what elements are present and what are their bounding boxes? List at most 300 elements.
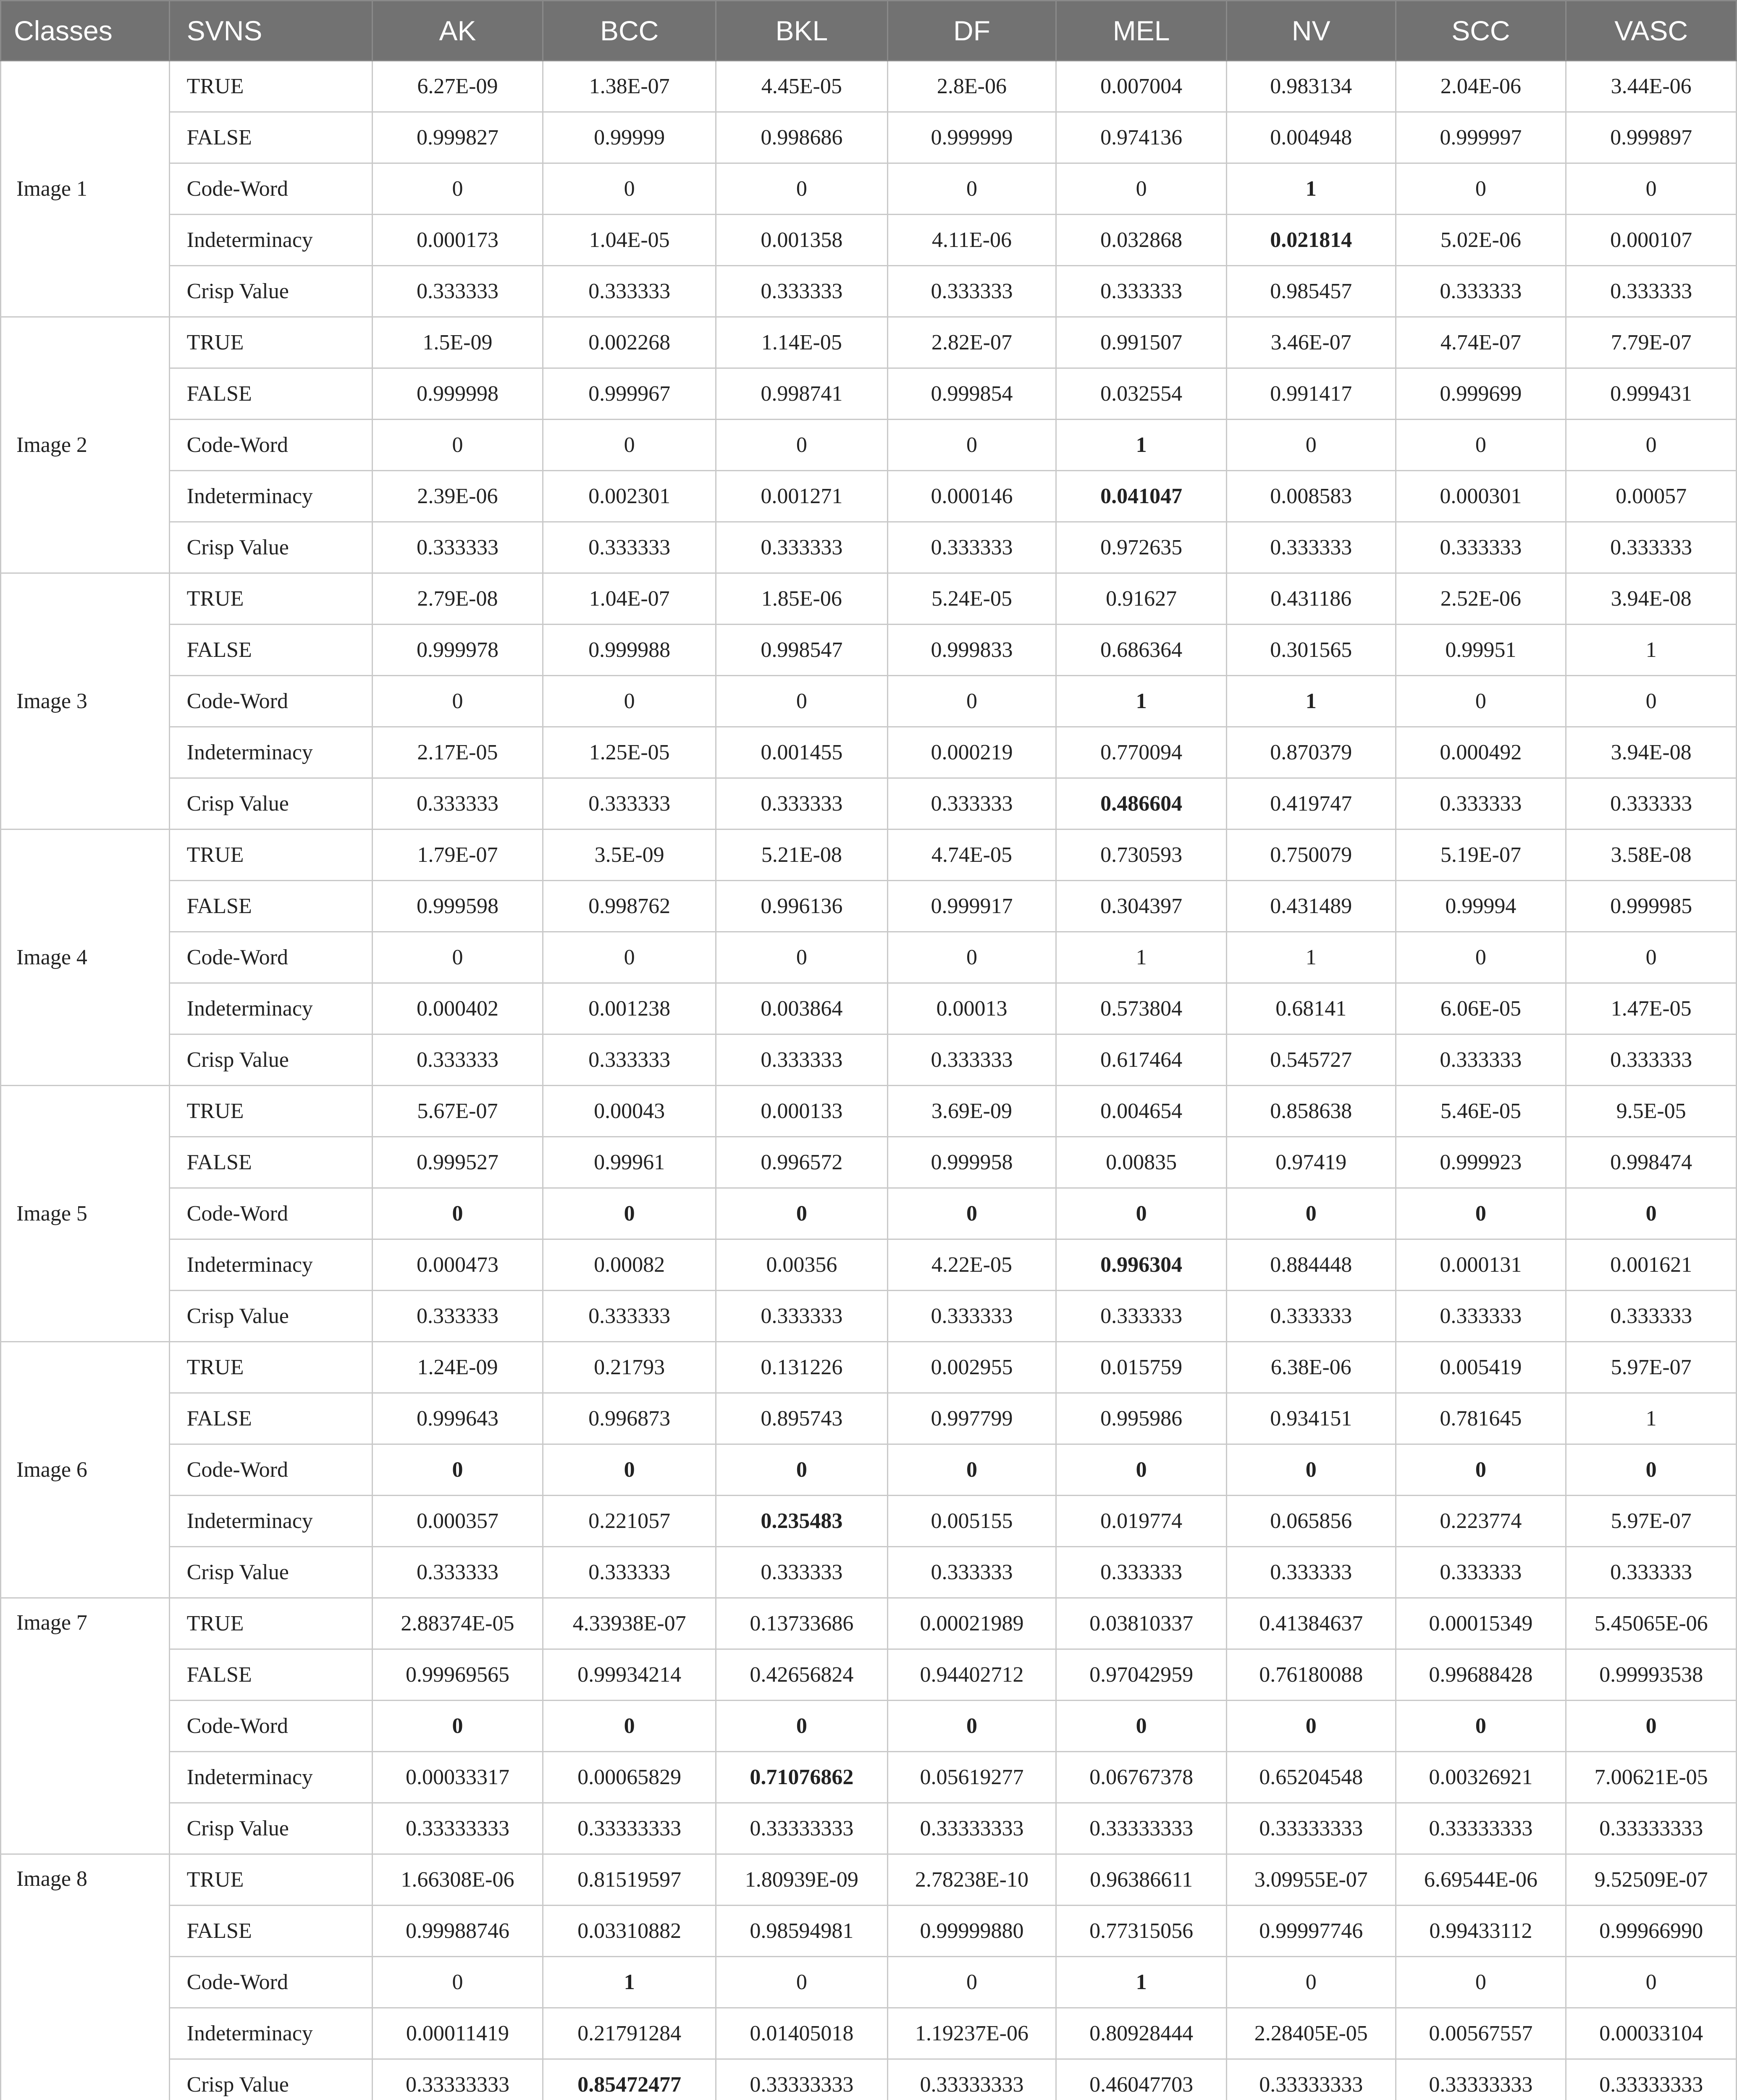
value-cell: 0.999833 xyxy=(887,625,1056,676)
image-group-label: Image 8 xyxy=(1,1854,170,2100)
value-cell: 0.00011419 xyxy=(372,2008,543,2059)
value-cell: 0.05619277 xyxy=(887,1752,1056,1803)
value-cell: 0.13733686 xyxy=(716,1598,887,1649)
image-group-label: Image 7 xyxy=(1,1598,170,1854)
svns-label: FALSE xyxy=(169,1393,372,1444)
value-cell: 0 xyxy=(1566,1957,1737,2008)
value-cell: 3.44E-06 xyxy=(1566,61,1737,112)
value-cell: 0.333333 xyxy=(543,1547,716,1598)
value-cell: 4.74E-05 xyxy=(887,830,1056,881)
value-cell: 0.000173 xyxy=(372,215,543,266)
value-cell: 1 xyxy=(1226,163,1396,215)
value-cell: 0 xyxy=(543,1701,716,1752)
value-cell: 0 xyxy=(1056,1701,1227,1752)
value-cell: 0 xyxy=(1056,1188,1227,1239)
value-cell: 0.333333 xyxy=(372,1034,543,1086)
value-cell: 0.999897 xyxy=(1566,112,1737,163)
value-cell: 0 xyxy=(716,420,887,471)
value-cell: 1 xyxy=(1056,420,1227,471)
value-cell: 0.333333 xyxy=(1056,266,1227,317)
value-cell: 0.333333 xyxy=(1566,1291,1737,1342)
header-mel: MEL xyxy=(1056,1,1227,61)
table-row xyxy=(1,368,1737,420)
value-cell: 0.131226 xyxy=(716,1342,887,1393)
value-cell: 0.99997746 xyxy=(1226,1906,1396,1957)
table-row xyxy=(1,1393,1737,1444)
table-row xyxy=(1,881,1737,932)
value-cell: 0.333333 xyxy=(1396,1547,1566,1598)
value-cell: 0.99966990 xyxy=(1566,1906,1737,1957)
svns-label: Crisp Value xyxy=(169,1547,372,1598)
value-cell: 0 xyxy=(887,163,1056,215)
value-cell: 0.999997 xyxy=(1396,112,1566,163)
value-cell: 2.39E-06 xyxy=(372,471,543,522)
value-cell: 0.81519597 xyxy=(543,1854,716,1906)
value-cell: 0.999999 xyxy=(887,112,1056,163)
value-cell: 0 xyxy=(1396,163,1566,215)
value-cell: 1 xyxy=(1566,1393,1737,1444)
value-cell: 0.99969565 xyxy=(372,1649,543,1701)
value-cell: 0.019774 xyxy=(1056,1496,1227,1547)
value-cell: 0.032554 xyxy=(1056,368,1227,420)
svns-label: Code-Word xyxy=(169,1444,372,1496)
value-cell: 1.5E-09 xyxy=(372,317,543,368)
value-cell: 2.78238E-10 xyxy=(887,1854,1056,1906)
value-cell: 0.333333 xyxy=(543,266,716,317)
value-cell: 5.45065E-06 xyxy=(1566,1598,1737,1649)
value-cell: 0.97042959 xyxy=(1056,1649,1227,1701)
header-ak: AK xyxy=(372,1,543,61)
value-cell: 0.99993538 xyxy=(1566,1649,1737,1701)
value-cell: 1.79E-07 xyxy=(372,830,543,881)
value-cell: 0.03810337 xyxy=(1056,1598,1227,1649)
value-cell: 0.333333 xyxy=(887,1547,1056,1598)
value-cell: 0.76180088 xyxy=(1226,1649,1396,1701)
value-cell: 0.895743 xyxy=(716,1393,887,1444)
value-cell: 0.333333 xyxy=(887,778,1056,830)
value-cell: 1.47E-05 xyxy=(1566,983,1737,1034)
value-cell: 0.333333 xyxy=(1226,1547,1396,1598)
value-cell: 0.000219 xyxy=(887,727,1056,778)
value-cell: 9.52509E-07 xyxy=(1566,1854,1737,1906)
value-cell: 0.97419 xyxy=(1226,1137,1396,1188)
value-cell: 1.25E-05 xyxy=(543,727,716,778)
value-cell: 2.04E-06 xyxy=(1396,61,1566,112)
value-cell: 0.999643 xyxy=(372,1393,543,1444)
value-cell: 0.301565 xyxy=(1226,625,1396,676)
value-cell: 0 xyxy=(1056,1444,1227,1496)
value-cell: 0.999967 xyxy=(543,368,716,420)
value-cell: 0 xyxy=(887,1444,1056,1496)
table-row xyxy=(1,1444,1737,1496)
value-cell: 0 xyxy=(1566,163,1737,215)
value-cell: 3.5E-09 xyxy=(543,830,716,881)
value-cell: 0.223774 xyxy=(1396,1496,1566,1547)
value-cell: 0.000357 xyxy=(372,1496,543,1547)
value-cell: 0.333333 xyxy=(372,778,543,830)
value-cell: 0.996136 xyxy=(716,881,887,932)
svns-label: TRUE xyxy=(169,1598,372,1649)
value-cell: 0.000301 xyxy=(1396,471,1566,522)
value-cell: 1.38E-07 xyxy=(543,61,716,112)
value-cell: 0 xyxy=(1566,420,1737,471)
value-cell: 0.333333 xyxy=(716,1034,887,1086)
value-cell: 0.545727 xyxy=(1226,1034,1396,1086)
image-group-label: Image 2 xyxy=(1,317,170,573)
value-cell: 0.065856 xyxy=(1226,1496,1396,1547)
value-cell: 0.999431 xyxy=(1566,368,1737,420)
value-cell: 5.02E-06 xyxy=(1396,215,1566,266)
value-cell: 2.82E-07 xyxy=(887,317,1056,368)
svns-label: Crisp Value xyxy=(169,778,372,830)
value-cell: 0.333333 xyxy=(1396,266,1566,317)
header-scc: SCC xyxy=(1396,1,1566,61)
value-cell: 0.99988746 xyxy=(372,1906,543,1957)
value-cell: 0.91627 xyxy=(1056,573,1227,625)
value-cell: 0.33333333 xyxy=(887,2059,1056,2100)
value-cell: 0.333333 xyxy=(543,1291,716,1342)
table-row xyxy=(1,1188,1737,1239)
svns-label: Code-Word xyxy=(169,420,372,471)
value-cell: 3.46E-07 xyxy=(1226,317,1396,368)
header-nv: NV xyxy=(1226,1,1396,61)
svns-label: Crisp Value xyxy=(169,522,372,573)
value-cell: 0.999998 xyxy=(372,368,543,420)
value-cell: 0.998762 xyxy=(543,881,716,932)
value-cell: 2.28405E-05 xyxy=(1226,2008,1396,2059)
value-cell: 0.333333 xyxy=(543,1034,716,1086)
value-cell: 2.79E-08 xyxy=(372,573,543,625)
value-cell: 0.333333 xyxy=(372,1291,543,1342)
value-cell: 6.69544E-06 xyxy=(1396,1854,1566,1906)
value-cell: 0.333333 xyxy=(1226,1291,1396,1342)
value-cell: 0.333333 xyxy=(1566,266,1737,317)
value-cell: 0 xyxy=(372,1957,543,2008)
svns-label: TRUE xyxy=(169,317,372,368)
value-cell: 9.5E-05 xyxy=(1566,1086,1737,1137)
value-cell: 0 xyxy=(716,1188,887,1239)
value-cell: 1 xyxy=(543,1957,716,2008)
value-cell: 0 xyxy=(1056,163,1227,215)
table-row xyxy=(1,163,1737,215)
value-cell: 0.33333333 xyxy=(372,1803,543,1854)
value-cell: 0 xyxy=(1226,420,1396,471)
table-row xyxy=(1,983,1737,1034)
value-cell: 0.00356 xyxy=(716,1239,887,1291)
value-cell: 0.33333333 xyxy=(716,1803,887,1854)
table-row xyxy=(1,420,1737,471)
value-cell: 0.333333 xyxy=(1056,1547,1227,1598)
value-cell: 0.96386611 xyxy=(1056,1854,1227,1906)
value-cell: 0.934151 xyxy=(1226,1393,1396,1444)
value-cell: 0.333333 xyxy=(887,522,1056,573)
value-cell: 0.770094 xyxy=(1056,727,1227,778)
value-cell: 1.19237E-06 xyxy=(887,2008,1056,2059)
value-cell: 0.974136 xyxy=(1056,112,1227,163)
value-cell: 0 xyxy=(543,932,716,983)
svns-label: Indeterminacy xyxy=(169,1239,372,1291)
value-cell: 0.00082 xyxy=(543,1239,716,1291)
svns-label: Crisp Value xyxy=(169,1291,372,1342)
value-cell: 0.46047703 xyxy=(1056,2059,1227,2100)
value-cell: 0.998741 xyxy=(716,368,887,420)
svns-label: Indeterminacy xyxy=(169,1752,372,1803)
image-group-label: Image 4 xyxy=(1,830,170,1086)
value-cell: 0 xyxy=(716,676,887,727)
value-cell: 0 xyxy=(1396,1188,1566,1239)
value-cell: 0 xyxy=(887,676,1056,727)
value-cell: 0.21791284 xyxy=(543,2008,716,2059)
value-cell: 0.65204548 xyxy=(1226,1752,1396,1803)
value-cell: 3.94E-08 xyxy=(1566,573,1737,625)
value-cell: 1 xyxy=(1226,932,1396,983)
value-cell: 0.870379 xyxy=(1226,727,1396,778)
value-cell: 0.333333 xyxy=(887,1034,1056,1086)
value-cell: 0.42656824 xyxy=(716,1649,887,1701)
value-cell: 4.74E-07 xyxy=(1396,317,1566,368)
table-row xyxy=(1,112,1737,163)
value-cell: 5.19E-07 xyxy=(1396,830,1566,881)
value-cell: 0 xyxy=(372,1701,543,1752)
value-cell: 0 xyxy=(1566,676,1737,727)
value-cell: 0.99951 xyxy=(1396,625,1566,676)
value-cell: 0.002301 xyxy=(543,471,716,522)
value-cell: 0.00326921 xyxy=(1396,1752,1566,1803)
value-cell: 0.77315056 xyxy=(1056,1906,1227,1957)
value-cell: 0.972635 xyxy=(1056,522,1227,573)
table-row xyxy=(1,1342,1737,1393)
value-cell: 1.14E-05 xyxy=(716,317,887,368)
value-cell: 0.99999880 xyxy=(887,1906,1056,1957)
value-cell: 0.03310882 xyxy=(543,1906,716,1957)
value-cell: 0.000473 xyxy=(372,1239,543,1291)
value-cell: 0.00033104 xyxy=(1566,2008,1737,2059)
svns-label: Code-Word xyxy=(169,163,372,215)
value-cell: 0.00835 xyxy=(1056,1137,1227,1188)
value-cell: 0.99999 xyxy=(543,112,716,163)
table-row xyxy=(1,1547,1737,1598)
value-cell: 7.79E-07 xyxy=(1566,317,1737,368)
value-cell: 0.00043 xyxy=(543,1086,716,1137)
table-row xyxy=(1,1239,1737,1291)
value-cell: 0.33333333 xyxy=(716,2059,887,2100)
table-row xyxy=(1,830,1737,881)
svns-label: Code-Word xyxy=(169,932,372,983)
value-cell: 0 xyxy=(372,676,543,727)
value-cell: 0.999527 xyxy=(372,1137,543,1188)
table-row xyxy=(1,1034,1737,1086)
value-cell: 7.00621E-05 xyxy=(1566,1752,1737,1803)
value-cell: 0.996304 xyxy=(1056,1239,1227,1291)
value-cell: 0.004654 xyxy=(1056,1086,1227,1137)
value-cell: 2.88374E-05 xyxy=(372,1598,543,1649)
table-row xyxy=(1,1701,1737,1752)
value-cell: 0 xyxy=(716,163,887,215)
value-cell: 0.996873 xyxy=(543,1393,716,1444)
table-row xyxy=(1,1803,1737,1854)
svns-label: TRUE xyxy=(169,1342,372,1393)
value-cell: 1.24E-09 xyxy=(372,1342,543,1393)
table-row xyxy=(1,471,1737,522)
value-cell: 0 xyxy=(1396,676,1566,727)
svns-label: FALSE xyxy=(169,1137,372,1188)
table-row xyxy=(1,932,1737,983)
value-cell: 0.999854 xyxy=(887,368,1056,420)
value-cell: 0.333333 xyxy=(716,266,887,317)
table-row xyxy=(1,625,1737,676)
table-body xyxy=(1,61,1737,2100)
table-row xyxy=(1,522,1737,573)
value-cell: 0.041047 xyxy=(1056,471,1227,522)
value-cell: 0.005155 xyxy=(887,1496,1056,1547)
image-group-label: Image 6 xyxy=(1,1342,170,1598)
value-cell: 1.04E-05 xyxy=(543,215,716,266)
value-cell: 0.686364 xyxy=(1056,625,1227,676)
value-cell: 0.333333 xyxy=(372,266,543,317)
value-cell: 0.80928444 xyxy=(1056,2008,1227,2059)
value-cell: 0.235483 xyxy=(716,1496,887,1547)
value-cell: 5.97E-07 xyxy=(1566,1496,1737,1547)
value-cell: 0 xyxy=(1396,932,1566,983)
value-cell: 0.999958 xyxy=(887,1137,1056,1188)
value-cell: 0 xyxy=(1226,1188,1396,1239)
value-cell: 0.333333 xyxy=(1056,1291,1227,1342)
value-cell: 0.33333333 xyxy=(1566,1803,1737,1854)
value-cell: 0.004948 xyxy=(1226,112,1396,163)
value-cell: 0.99688428 xyxy=(1396,1649,1566,1701)
value-cell: 0.00065829 xyxy=(543,1752,716,1803)
value-cell: 0 xyxy=(1226,1957,1396,2008)
value-cell: 0 xyxy=(1396,1957,1566,2008)
value-cell: 1 xyxy=(1056,1957,1227,2008)
table-row xyxy=(1,1291,1737,1342)
header-row xyxy=(1,1,1737,61)
value-cell: 0.304397 xyxy=(1056,881,1227,932)
value-cell: 0.33333333 xyxy=(887,1803,1056,1854)
svns-label: FALSE xyxy=(169,881,372,932)
value-cell: 0 xyxy=(1566,1444,1737,1496)
svns-label: Indeterminacy xyxy=(169,2008,372,2059)
value-cell: 0.001455 xyxy=(716,727,887,778)
value-cell: 0.001621 xyxy=(1566,1239,1737,1291)
value-cell: 0.33333333 xyxy=(1396,2059,1566,2100)
value-cell: 0.333333 xyxy=(1566,778,1737,830)
value-cell: 0.002955 xyxy=(887,1342,1056,1393)
value-cell: 0 xyxy=(372,932,543,983)
value-cell: 0.85472477 xyxy=(543,2059,716,2100)
value-cell: 0 xyxy=(887,1188,1056,1239)
value-cell: 6.06E-05 xyxy=(1396,983,1566,1034)
value-cell: 0.333333 xyxy=(887,1291,1056,1342)
value-cell: 0.00057 xyxy=(1566,471,1737,522)
value-cell: 0.333333 xyxy=(543,522,716,573)
value-cell: 0.999827 xyxy=(372,112,543,163)
image-group-label: Image 5 xyxy=(1,1086,170,1342)
value-cell: 0.333333 xyxy=(716,522,887,573)
value-cell: 0.71076862 xyxy=(716,1752,887,1803)
value-cell: 0 xyxy=(1396,1444,1566,1496)
svns-label: TRUE xyxy=(169,61,372,112)
value-cell: 0 xyxy=(1226,1701,1396,1752)
value-cell: 0 xyxy=(543,163,716,215)
value-cell: 0.333333 xyxy=(1226,522,1396,573)
value-cell: 0.781645 xyxy=(1396,1393,1566,1444)
value-cell: 0.00021989 xyxy=(887,1598,1056,1649)
value-cell: 0.997799 xyxy=(887,1393,1056,1444)
table-row xyxy=(1,573,1737,625)
value-cell: 0 xyxy=(372,163,543,215)
svns-label: Code-Word xyxy=(169,1957,372,2008)
svns-label: Code-Word xyxy=(169,676,372,727)
value-cell: 0.999988 xyxy=(543,625,716,676)
svns-label: Crisp Value xyxy=(169,1803,372,1854)
table-row xyxy=(1,215,1737,266)
value-cell: 0.999923 xyxy=(1396,1137,1566,1188)
value-cell: 0.21793 xyxy=(543,1342,716,1393)
value-cell: 0.41384637 xyxy=(1226,1598,1396,1649)
value-cell: 0 xyxy=(716,932,887,983)
value-cell: 0.998686 xyxy=(716,112,887,163)
svns-label: Crisp Value xyxy=(169,266,372,317)
table-row xyxy=(1,1496,1737,1547)
value-cell: 0.98594981 xyxy=(716,1906,887,1957)
value-cell: 0 xyxy=(716,1957,887,2008)
value-cell: 0.68141 xyxy=(1226,983,1396,1034)
svns-label: Indeterminacy xyxy=(169,1496,372,1547)
value-cell: 0.000107 xyxy=(1566,215,1737,266)
value-cell: 1 xyxy=(1056,932,1227,983)
value-cell: 0 xyxy=(543,676,716,727)
value-cell: 5.24E-05 xyxy=(887,573,1056,625)
value-cell: 0.221057 xyxy=(543,1496,716,1547)
value-cell: 0.730593 xyxy=(1056,830,1227,881)
value-cell: 0.333333 xyxy=(1566,522,1737,573)
value-cell: 0 xyxy=(1396,420,1566,471)
value-cell: 0 xyxy=(1566,1701,1737,1752)
value-cell: 0.33333333 xyxy=(1226,2059,1396,2100)
value-cell: 0.431186 xyxy=(1226,573,1396,625)
value-cell: 0.99433112 xyxy=(1396,1906,1566,1957)
value-cell: 0.333333 xyxy=(1396,1034,1566,1086)
table-row xyxy=(1,2059,1737,2100)
table-row xyxy=(1,676,1737,727)
value-cell: 0.99994 xyxy=(1396,881,1566,932)
value-cell: 1.66308E-06 xyxy=(372,1854,543,1906)
value-cell: 0.33333333 xyxy=(1226,1803,1396,1854)
value-cell: 0.333333 xyxy=(716,1547,887,1598)
table-row xyxy=(1,1957,1737,2008)
value-cell: 0.01405018 xyxy=(716,2008,887,2059)
table-row xyxy=(1,2008,1737,2059)
value-cell: 0.999978 xyxy=(372,625,543,676)
value-cell: 0 xyxy=(543,420,716,471)
value-cell: 1 xyxy=(1566,625,1737,676)
header-vasc: VASC xyxy=(1566,1,1737,61)
value-cell: 0.000133 xyxy=(716,1086,887,1137)
table-row xyxy=(1,317,1737,368)
value-cell: 5.67E-07 xyxy=(372,1086,543,1137)
value-cell: 0.00013 xyxy=(887,983,1056,1034)
value-cell: 1.04E-07 xyxy=(543,573,716,625)
value-cell: 0.000402 xyxy=(372,983,543,1034)
header-svns: SVNS xyxy=(169,1,372,61)
value-cell: 5.46E-05 xyxy=(1396,1086,1566,1137)
svns-label: Indeterminacy xyxy=(169,727,372,778)
value-cell: 0.999699 xyxy=(1396,368,1566,420)
value-cell: 0.573804 xyxy=(1056,983,1227,1034)
table-row xyxy=(1,778,1737,830)
value-cell: 0.015759 xyxy=(1056,1342,1227,1393)
